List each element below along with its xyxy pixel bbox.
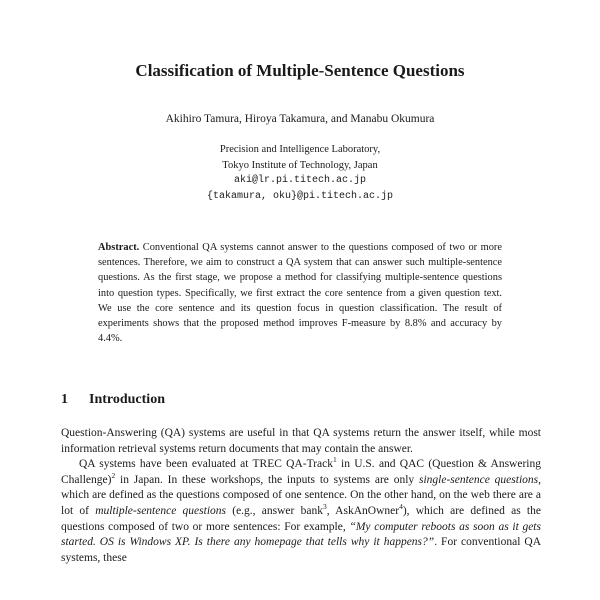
footnote-marker-4: 4	[399, 502, 403, 512]
abstract-label: Abstract.	[98, 242, 140, 253]
footnote-marker-3: 3	[322, 502, 327, 512]
p2-text-e: (e.g., answer bank	[226, 504, 323, 517]
affiliation-lab: Precision and Intelligence Laboratory,	[219, 144, 381, 155]
section-heading-introduction	[61, 391, 165, 409]
abstract	[98, 240, 502, 346]
p2-text-a: QA systems have been evaluated at TREC QA-Track	[79, 458, 334, 471]
section-title: Introduction	[89, 392, 165, 407]
example-question: “My computer reboots as soon as it gets started. OS is Windows XP. Is there any homepage that tells why it happens?”	[61, 520, 541, 549]
introduction-body	[61, 426, 541, 566]
affiliation-block	[0, 142, 600, 204]
term-multiple-sentence: multiple-sentence questions	[95, 504, 226, 517]
paragraph-2	[61, 457, 541, 566]
footnote-marker-1: 1	[333, 455, 337, 465]
affiliation-institute: Tokyo Institute of Technology, Japan	[222, 159, 378, 171]
p2-text-b: in U.S. and QAC (Question & Answering Challenge)	[61, 458, 541, 486]
p2-text-d: , which are defined as the questions composed of one sentence. On the other hand, on the web there are a lot of	[61, 473, 541, 517]
email-secondary: {takamura, oku}@pi.titech.ac.jp	[206, 190, 394, 202]
p2-text-f: , AskAnOwner	[326, 504, 400, 517]
term-single-sentence: single-sentence questions	[418, 473, 539, 486]
paper-title: Classification of Multiple-Sentence Questions	[135, 61, 465, 80]
paragraph-1: Question-Answering (QA) systems are useful in that QA systems return the answer itself, while most information retrieval systems return documents that may contain the answer.	[61, 427, 541, 455]
p2-text-c: in Japan. In these workshops, the inputs to systems are only	[115, 473, 419, 486]
footnote-marker-2: 2	[111, 470, 116, 480]
p2-text-g: ), which are defined as the questions composed of two or more sentences: For example,	[61, 504, 541, 533]
section-number: 1	[61, 392, 68, 407]
p2-text-h: . For conventional QA systems, these	[61, 536, 542, 564]
email-primary: aki@lr.pi.titech.ac.jp	[233, 175, 367, 186]
abstract-text: Conventional QA systems cannot answer to the questions composed of two or more sentences. Therefore, we aim to construct a QA system that can answer such multiple-sentence questions. As the first stage, we propose a method for classifying multiple-sentence questions into question types. Specifically, we first extract the core sentence from a given question text. We use the core sentence and its question focus in question classification. The result of experiments shows that the proposed method improves F-measure by 8.8% and accuracy by 4.4%.	[98, 242, 502, 345]
author-list: Akihiro Tamura, Hiroya Takamura, and Manabu Okumura	[165, 113, 435, 125]
